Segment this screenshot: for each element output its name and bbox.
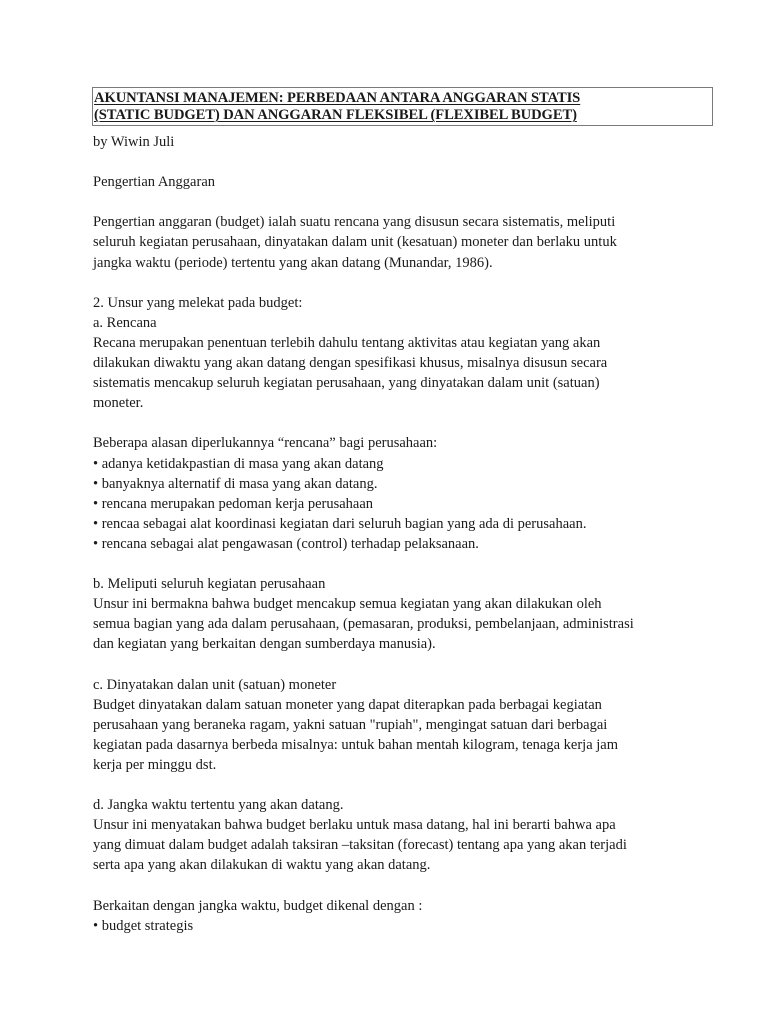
title-box <box>92 87 713 126</box>
dinyatakan-text-line: kerja per minggu dst. <box>93 756 217 773</box>
meliputi-text-line: Unsur ini bermakna bahwa budget mencakup semua kegiatan yang akan dilakukan oleh <box>93 596 602 613</box>
meliputi-heading: b. Meliputi seluruh kegiatan perusahaan <box>93 576 326 593</box>
jangka-text-line: yang dimuat dalam budget adalah taksiran –taksitan (forecast) tentang apa yang akan terjadi <box>93 837 627 854</box>
alasan-bullet: • rencaa sebagai alat koordinasi kegiatan dari seluruh bagian yang ada di perusahaan. <box>93 515 587 532</box>
berkaitan-bullet: • budget strategis <box>93 917 194 934</box>
definition-line: seluruh kegiatan perusahaan, dinyatakan dalam unit (kesatuan) moneter dan berlaku untuk <box>93 234 617 251</box>
dinyatakan-text-line: Budget dinyatakan dalam satuan moneter yang dapat diterapkan pada berbagai kegiatan <box>93 696 602 713</box>
alasan-bullet: • rencana merupakan pedoman kerja perusahaan <box>93 495 374 512</box>
document-body <box>93 132 693 936</box>
meliputi-text-line: semua bagian yang ada dalam perusahaan, (pemasaran, produksi, pembelanjaan, administrasi <box>93 616 634 633</box>
dinyatakan-text-line: perusahaan yang beraneka ragam, yakni satuan "rupiah", mengingat satuan dari berbagai <box>93 716 608 733</box>
meliputi-text-line: dan kegiatan yang berkaitan dengan sumberdaya manusia). <box>93 636 436 653</box>
jangka-heading: d. Jangka waktu tertentu yang akan datang. <box>93 797 344 814</box>
dinyatakan-heading: c. Dinyatakan dalan unit (satuan) moneter <box>93 676 337 693</box>
berkaitan-heading: Berkaitan dengan jangka waktu, budget dikenal dengan : <box>93 897 423 914</box>
title-line-1: AKUNTANSI MANAJEMEN: PERBEDAAN ANTARA ANGGARAN STATIS <box>94 90 581 106</box>
title-line-2: (STATIC BUDGET) DAN ANGGARAN FLEKSIBEL (FLEXIBEL BUDGET) <box>94 107 577 123</box>
definition-line: Pengertian anggaran (budget) ialah suatu rencana yang disusun secara sistematis, meliputi <box>93 214 616 231</box>
jangka-text-line: serta apa yang akan dilakukan di waktu yang akan datang. <box>93 857 431 874</box>
alasan-bullet: • adanya ketidakpastian di masa yang akan datang <box>93 455 384 472</box>
dinyatakan-text-line: kegiatan pada dasarnya berbeda misalnya: untuk bahan mentah kilogram, tenaga kerja jam <box>93 736 619 753</box>
author-line: by Wiwin Juli <box>93 134 175 150</box>
alasan-bullet: • banyaknya alternatif di masa yang akan datang. <box>93 475 378 492</box>
alasan-heading: Beberapa alasan diperlukannya “rencana” bagi perusahaan: <box>93 435 438 452</box>
rencana-text-line: Recana merupakan penentuan terlebih dahulu tentang aktivitas atau kegiatan yang akan <box>93 334 601 351</box>
section-heading: Pengertian Anggaran <box>93 174 216 191</box>
jangka-text-line: Unsur ini menyatakan bahwa budget berlaku untuk masa datang, hal ini berarti bahwa apa <box>93 817 616 834</box>
definition-line: jangka waktu (periode) tertentu yang akan datang (Munandar, 1986). <box>93 254 493 271</box>
alasan-bullet: • rencana sebagai alat pengawasan (control) terhadap pelaksanaan. <box>93 535 479 552</box>
unsur-heading: 2. Unsur yang melekat pada budget: <box>93 294 303 311</box>
rencana-heading: a. Rencana <box>93 314 157 331</box>
rencana-text-line: moneter. <box>93 395 144 412</box>
rencana-text-line: sistematis mencakup seluruh kegiatan perusahaan, yang dinyatakan dalam unit (satuan) <box>93 375 600 392</box>
rencana-text-line: dilakukan diwaktu yang akan datang dengan spesifikasi khusus, misalnya disusun secara <box>93 355 608 372</box>
